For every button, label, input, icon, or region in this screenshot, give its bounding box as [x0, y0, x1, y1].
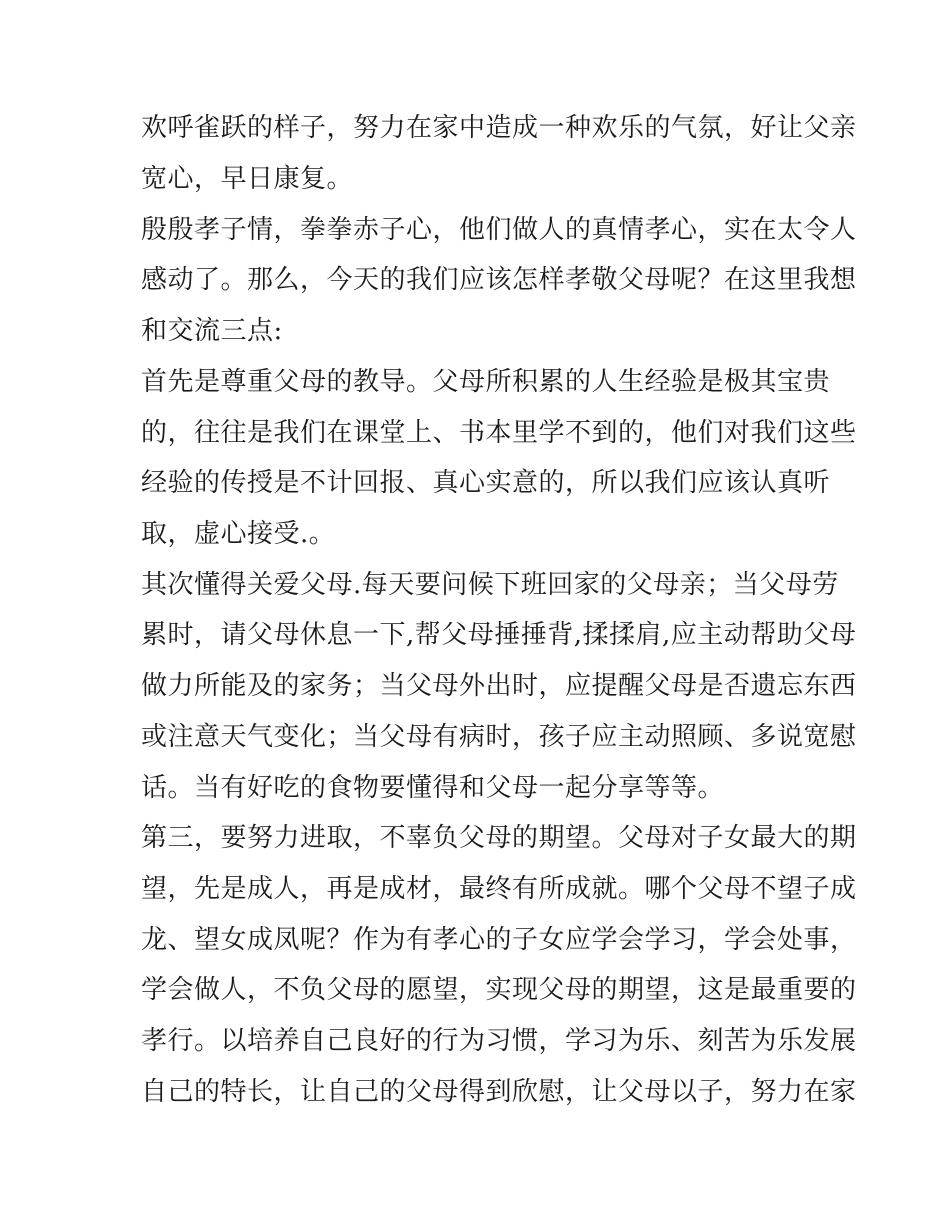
text-line-1: 欢呼雀跃的样子，努力在家中造成一种欢乐的气氛，好让父亲 — [141, 113, 857, 143]
text-line-2: 宽心，早日康复。 — [141, 164, 354, 194]
text-line-17: 龙、望女成凤呢？作为有孝心的子女应学会学习，学会处事， — [141, 925, 857, 955]
text-line-9: 取，虚心接受.。 — [141, 519, 336, 549]
text-line-13: 或注意天气变化；当父母有病时，孩子应主动照顾、多说宽慰 — [141, 722, 857, 752]
text-line-7: 的，往往是我们在课堂上、书本里学不到的，他们对我们这些 — [141, 418, 857, 448]
text-line-20: 自己的特长，让自己的父母得到欣慰，让父母以子，努力在家 — [141, 1077, 857, 1107]
text-line-16: 望，先是成人，再是成材，最终有所成就。哪个父母不望子成 — [141, 874, 857, 904]
text-line-8: 经验的传授是不计回报、真心实意的，所以我们应该认真听 — [141, 468, 831, 498]
text-line-12: 做力所能及的家务；当父母外出时，应提醒父母是否遗忘东西 — [141, 671, 857, 701]
text-line-19: 孝行。以培养自己良好的行为习惯，学习为乐、刻苦为乐发展 — [141, 1026, 857, 1056]
text-line-5: 和交流三点: — [141, 316, 283, 346]
text-line-18: 学会做人，不负父母的愿望，实现父母的期望，这是最重要的 — [141, 975, 857, 1005]
text-line-10: 其次懂得关爱父母.每天要问候下班回家的父母亲；当父母劳 — [141, 570, 839, 600]
text-line-3: 殷殷孝子情，拳拳赤子心，他们做人的真情孝心，实在太令人 — [141, 215, 857, 245]
text-line-4: 感动了。那么，今天的我们应该怎样孝敬父母呢？在这里我想 — [141, 265, 857, 295]
text-line-11: 累时，请父母休息一下,帮父母捶捶背,揉揉肩,应主动帮助父母 — [141, 620, 857, 650]
text-line-15: 第三，要努力进取，不辜负父母的期望。父母对子女最大的期 — [141, 823, 857, 853]
text-line-6: 首先是尊重父母的教导。父母所积累的人生经验是极其宝贵 — [141, 367, 831, 397]
text-line-14: 话。当有好吃的食物要懂得和父母一起分享等等。 — [141, 773, 725, 803]
